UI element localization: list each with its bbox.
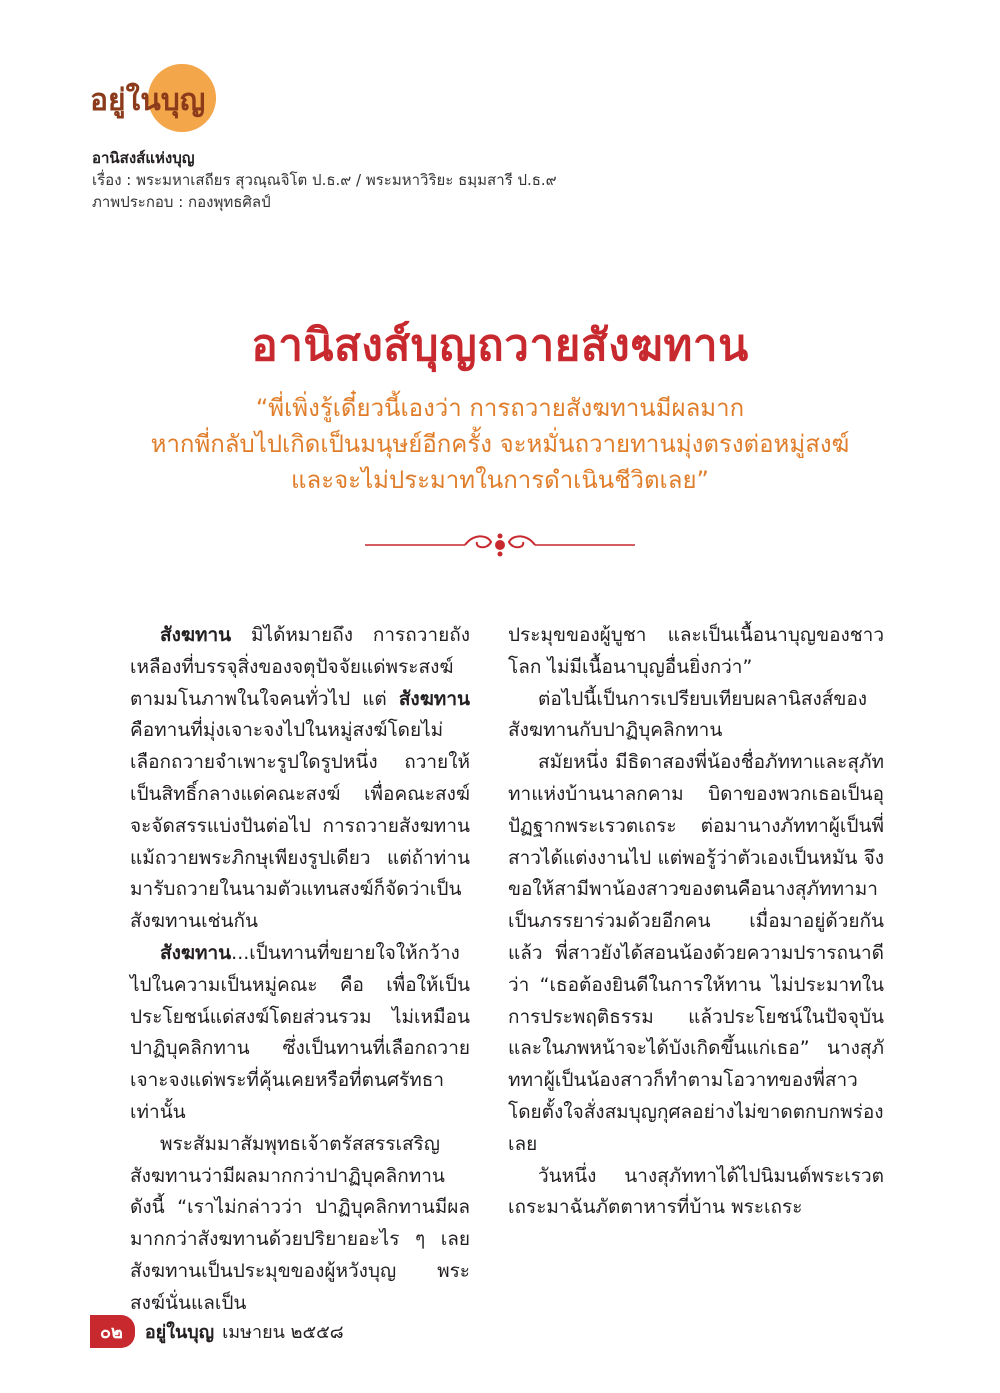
paragraph: สังฆทาน...เป็นทานที่ขยายใจให้กว้างไปในความเป็นหมู่คณะ คือ เพื่อให้เป็นประโยชน์แด่สงฆ์โดยส่วนรวม ไม่เหมือนปาฏิบุคลิกทาน ซึ่งเป็นทานที่เลือกถวายเจาะจงแด่พระที่คุ้นเคยหรือที่ตนศรัทธาเท่านั้น [130,941,470,1123]
page-number: ๐๒ [90,1315,135,1348]
magazine-logo [84,64,234,136]
page-footer [90,1316,344,1346]
issue-date: เมษายน ๒๕๕๘ [222,1321,344,1343]
bold-term: สังฆทาน [160,941,232,964]
quote-line: “พี่เพิ่งรู้เดี๋ยวนี้เองว่า การถวายสังฆทานมีผลมาก [255,394,745,422]
ornament-divider [365,528,635,562]
illustration-credit: ภาพประกอบ : กองพุทธศิลป์ [92,193,271,211]
paragraph: สังฆทาน มิได้หมายถึง การถวายถังเหลืองที่บรรจุสิ่งของจตุปัจจัยแด่พระสงฆ์ตามมโนภาพในใจคนทั่วไป แต่ สังฆทาน คือทานที่มุ่งเจาะจงไปในหมู่สงฆ์โดยไม่เลือกถวายจำเพาะรูปใดรูปหนึ่ง ถวายให้เป็นสิทธิ์กลางแด่คณะสงฆ์ เพื่อคณะสงฆ์จะจัดสรรแบ่งปันต่อไป การถวายสังฆทานแม้ถวายพระภิกษุเพียงรูปเดียว แต่ถ้าท่านมารับถวายในนามตัวแทนสงฆ์ก็จัดว่าเป็นสังฆทานเช่นกัน [130,624,470,933]
paragraph: สมัยหนึ่ง มีธิดาสองพี่น้องชื่อภัททาและสุภัททาแห่งบ้านนาลกคาม บิดาของพวกเธอเป็นอุปัฏฐากพระเรวตเถระ ต่อมานางภัททาผู้เป็นพี่สาวได้แต่งงานไป แต่พอรู้ว่าตัวเองเป็นหมัน จึงขอให้สามีพาน้องสาวของตนคือนางสุภัททามาเป็นภรรยาร่วมด้วยอีกคน เมื่อมาอยู่ด้วยกันแล้ว พี่สาวยังได้สอนน้องด้วยความปรารถนาดีว่า “เธอต้องยินดีในการให้ทาน ไม่ประมาทในการประพฤติธรรม แล้วประโยชน์ในปัจจุบันและในภพหน้าจะได้บังเกิดขึ้นแก่เธอ” นางสุภัททาผู้เป็นน้องสาวก็ทำตามโอวาทของพี่สาว โดยตั้งใจสั่งสมบุญกุศลอย่างไม่ขาดตกบกพร่องเลย [508,751,884,1155]
pull-quote [80,390,920,498]
quote-line: หากพี่กลับไปเกิดเป็นมนุษย์อีกครั้ง จะหมั่นถวายทานมุ่งตรงต่อหมู่สงฆ์ [150,430,850,458]
bold-term: สังฆทาน [398,687,470,710]
logo-text: อยู่ในบุญ [90,83,206,118]
author-byline: เรื่อง : พระมหาเสถียร สุวณฺณจิโต ป.ธ.๙ / พระมหาวิริยะ ธมฺมสารี ป.ธ.๙ [92,171,557,189]
paragraph: ประมุขของผู้บูชา และเป็นเนื้อนาบุญของชาวโลก ไม่มีเนื้อนาบุญอื่นยิ่งกว่า” [508,624,884,678]
article-title: อานิสงส์บุญถวายสังฆทาน [251,320,749,371]
paragraph: วันหนึ่ง นางสุภัททาได้ไปนิมนต์พระเรวตเถระมาฉันภัตตาหารที่บ้าน พระเถระ [508,1164,884,1219]
paragraph: ต่อไปนี้เป็นการเปรียบเทียบผลานิสงส์ของสังฆทานกับปาฏิบุคลิกทาน [508,687,868,742]
section-name: อานิสงส์แห่งบุญ [92,149,195,167]
article-column-right [508,620,884,1224]
magazine-name: อยู่ในบุญ [144,1321,215,1343]
article-column-left [130,620,470,1320]
quote-line: และจะไม่ประมาทในการดำเนินชีวิตเลย” [291,466,709,494]
paragraph: พระสัมมาสัมพุทธเจ้าตรัสสรรเสริญสังฆทานว่ามีผลมากกว่าปาฏิบุคลิกทานดังนี้ “เราไม่กล่าวว่า ปาฏิบุคลิกทานมีผลมากกว่าสังฆทานด้วยปริยายอะไร ๆ เลย สังฆทานเป็นประมุขของผู้หวังบุญ พระสงฆ์นั่นแลเป็น [130,1132,470,1314]
bold-term: สังฆทาน [160,624,232,646]
